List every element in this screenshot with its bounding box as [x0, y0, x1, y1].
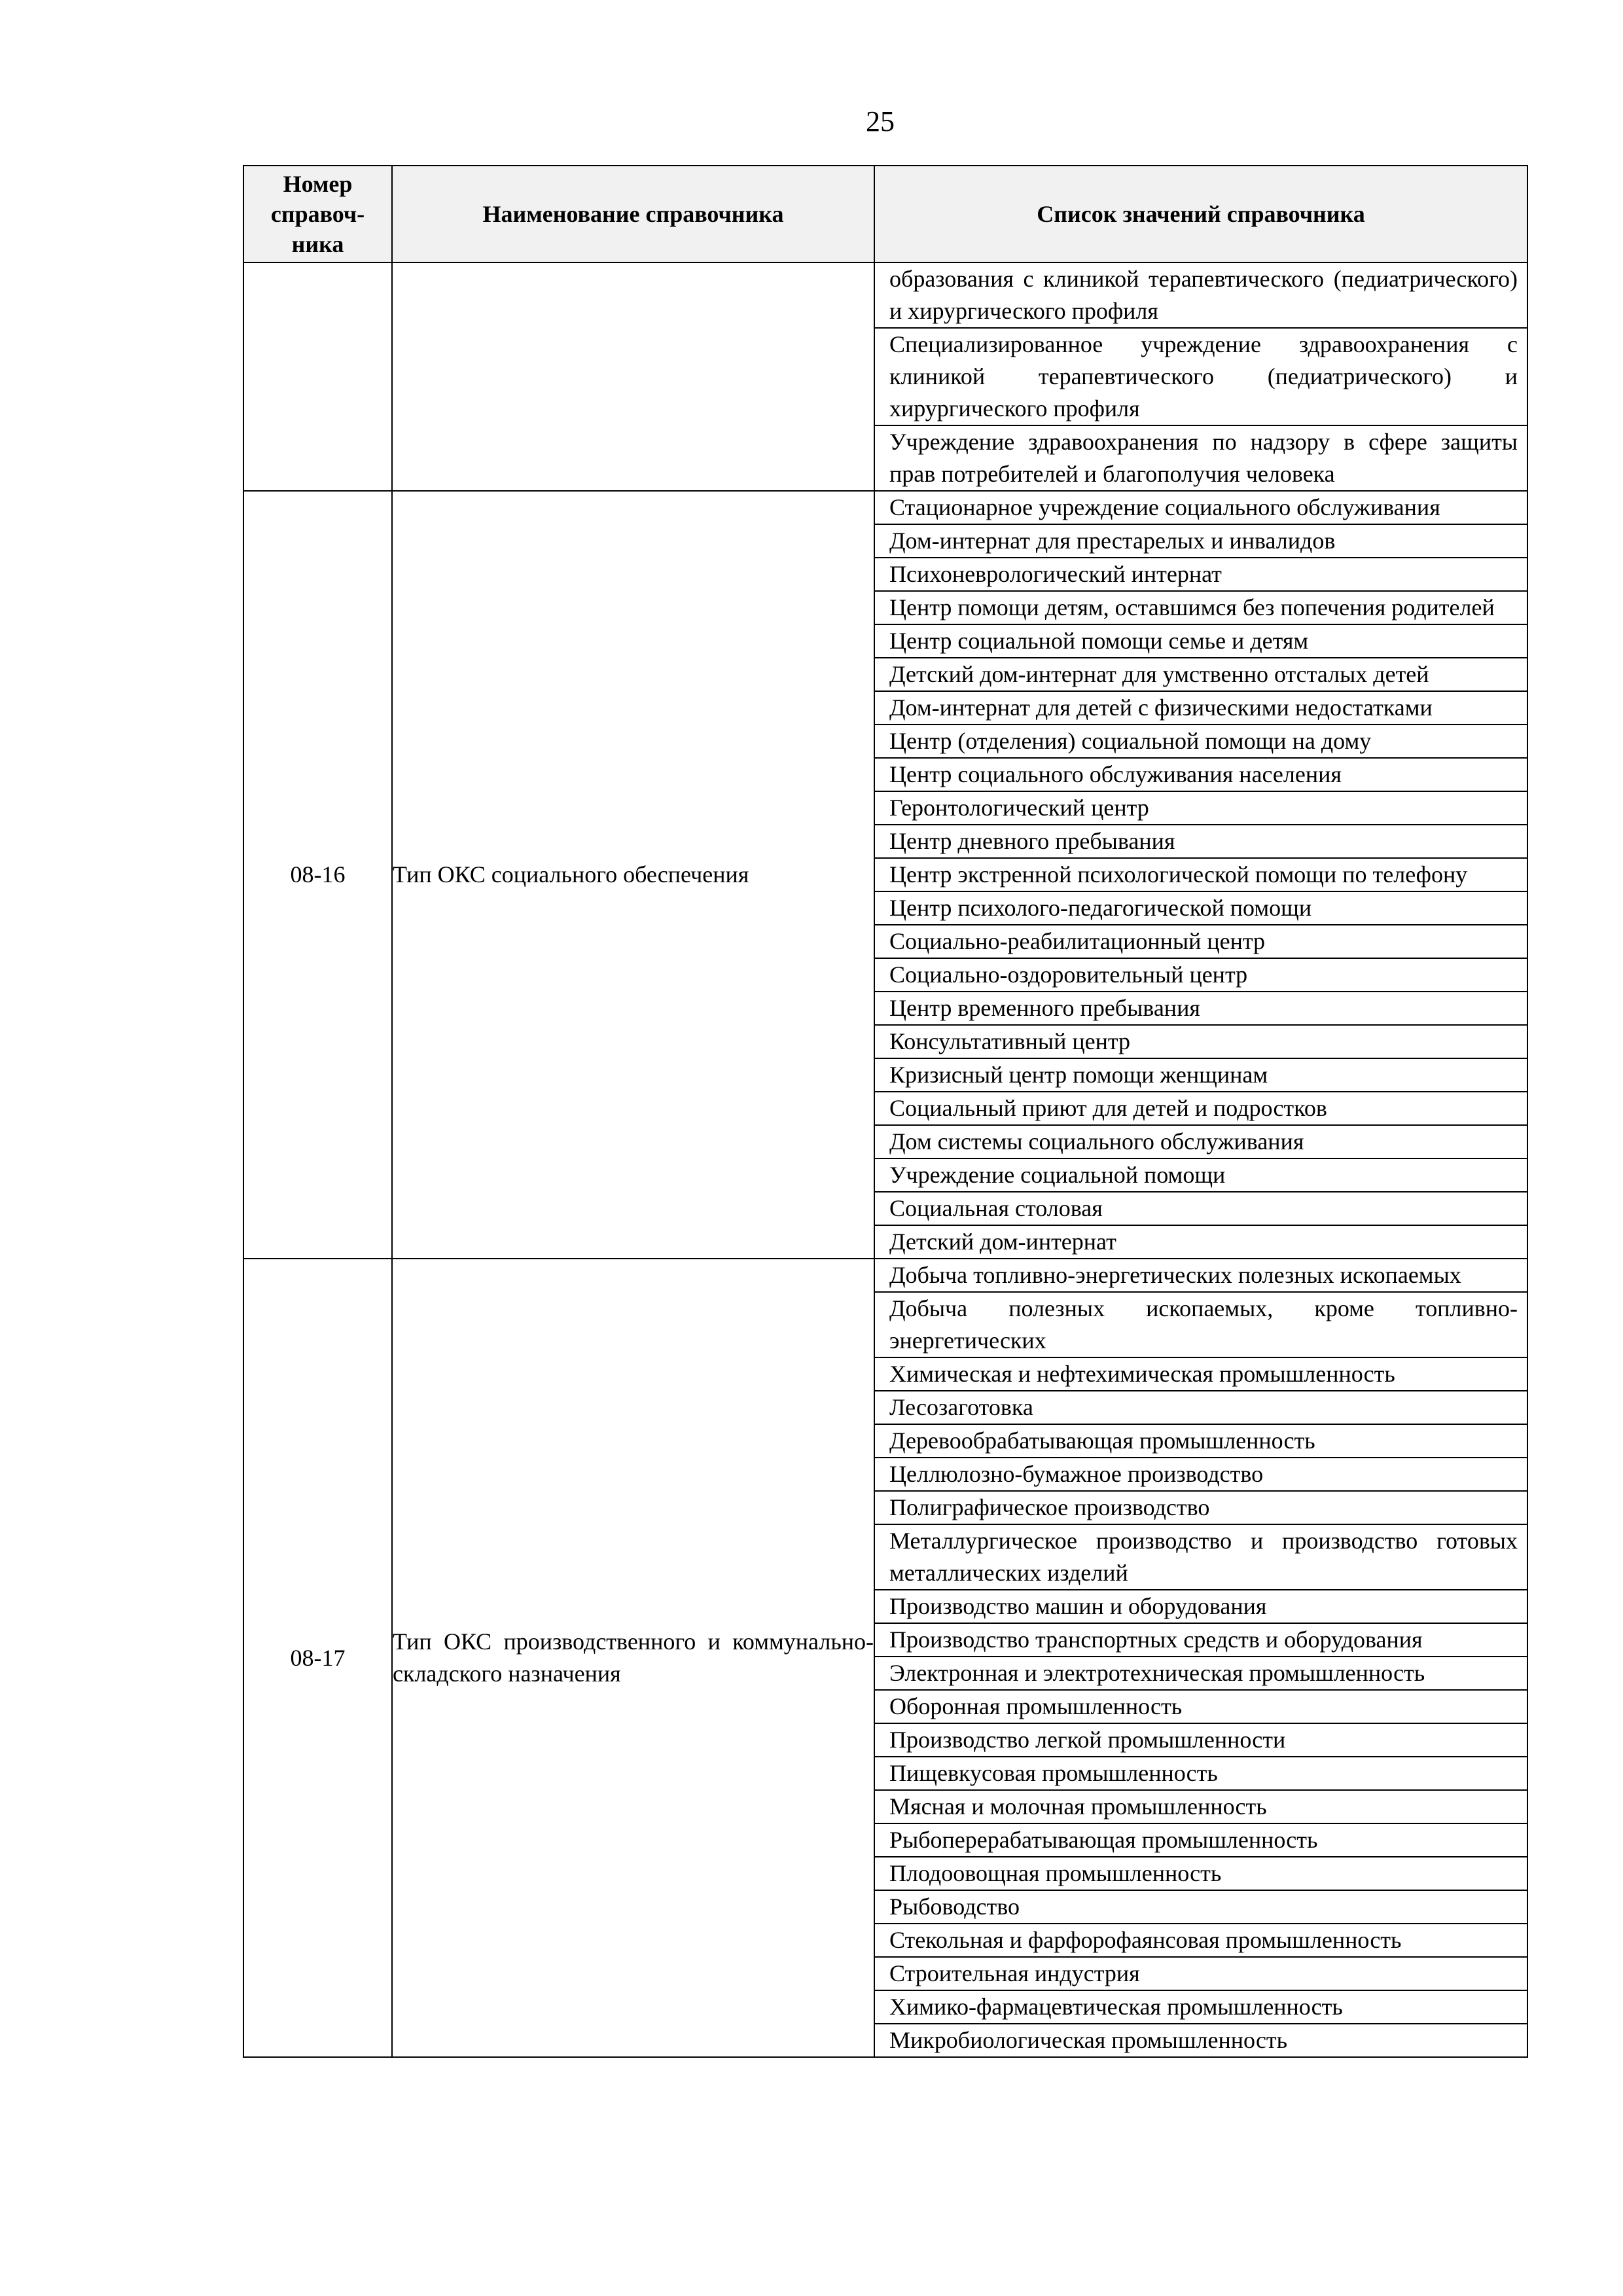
list-item: Детский дом-интернат: [889, 1229, 1116, 1255]
list-item: Психоневрологический интернат: [875, 558, 1527, 592]
header-code: Номер справоч- ника: [243, 166, 392, 262]
list-item: Центр помощи детям, оставшимся без попечения родителей: [875, 592, 1527, 625]
header-row: [243, 166, 1527, 262]
reference-values: [874, 1259, 1527, 2057]
list-item: образования с клиникой терапевтического (педиатрического) и хирургического профиля: [875, 263, 1527, 329]
list-item: Мясная и молочная промышленность: [875, 1791, 1527, 1824]
list-item: Центр экстренной психологической помощи по телефону: [875, 859, 1527, 892]
list-item: Геронтологический центр: [875, 792, 1527, 825]
table-row: [243, 1259, 1527, 2057]
list-item: Центр социальной помощи семье и детям: [875, 625, 1527, 658]
header-values: Список значений справочника: [874, 166, 1527, 262]
list-item: Целлюлозно-бумажное производство: [875, 1458, 1527, 1492]
list-item: Дом-интернат для детей с физическими недостатками: [875, 692, 1527, 725]
list-item: Кризисный центр помощи женщинам: [875, 1059, 1527, 1092]
list-item: Оборонная промышленность: [875, 1691, 1527, 1724]
list-item: Специализированное учреждение здравоохранения с клиникой терапевтического (педиатрического) и хирургического профиля: [875, 329, 1527, 426]
list-item: Детский дом-интернат для умственно отсталых детей: [875, 658, 1527, 692]
list-item: Микробиологическая промышленность: [889, 2027, 1288, 2053]
reference-table: [243, 165, 1528, 2058]
table-body: [243, 262, 1527, 2057]
list-item: Дом системы социального обслуживания: [875, 1126, 1527, 1159]
list-item: Деревообрабатывающая промышленность: [875, 1425, 1527, 1458]
reference-name: Тип ОКС производственного и коммунально-складского назначения: [392, 1259, 874, 2057]
table-row: [243, 262, 1527, 491]
list-item: Добыча топливно-энергетических полезных ископаемых: [875, 1259, 1527, 1293]
list-item: Лесозаготовка: [875, 1391, 1527, 1425]
list-item: Полиграфическое производство: [875, 1492, 1527, 1525]
list-item: Электронная и электротехническая промышленность: [875, 1657, 1527, 1691]
list-item: Социально-оздоровительный центр: [875, 959, 1527, 992]
list-item: Стационарное учреждение социального обслуживания: [875, 492, 1527, 525]
list-item: Производство легкой промышленности: [875, 1724, 1527, 1757]
reference-code: 08-17: [243, 1259, 392, 2057]
list-item: Химическая и нефтехимическая промышленность: [875, 1358, 1527, 1391]
reference-name: [392, 262, 874, 491]
list-item: Социальная столовая: [875, 1193, 1527, 1226]
list-item: Стекольная и фарфорофаянсовая промышленность: [875, 1924, 1527, 1958]
reference-values: [874, 262, 1527, 491]
list-item: Учреждение социальной помощи: [875, 1159, 1527, 1193]
reference-name: Тип ОКС социального обеспечения: [392, 491, 874, 1259]
list-item: Социальный приют для детей и подростков: [875, 1092, 1527, 1126]
list-item: Металлургическое производство и производство готовых металлических изделий: [875, 1525, 1527, 1590]
header-name: Наименование справочника: [392, 166, 874, 262]
list-item: Добыча полезных ископаемых, кроме топливно-энергетических: [875, 1293, 1527, 1358]
table-row: [243, 491, 1527, 1259]
list-item: Рыбоводство: [875, 1891, 1527, 1924]
list-item: Центр психолого-педагогической помощи: [875, 892, 1527, 925]
reference-values: [874, 491, 1527, 1259]
list-item: Дом-интернат для престарелых и инвалидов: [875, 525, 1527, 558]
list-item: Центр временного пребывания: [875, 992, 1527, 1026]
list-item: Плодоовощная промышленность: [875, 1857, 1527, 1891]
list-item: Центр дневного пребывания: [875, 825, 1527, 859]
list-item: Химико-фармацевтическая промышленность: [875, 1991, 1527, 2024]
reference-code: [243, 262, 392, 491]
list-item: Центр социального обслуживания населения: [875, 759, 1527, 792]
list-item: Рыбоперерабатывающая промышленность: [875, 1824, 1527, 1857]
list-item: Центр (отделения) социальной помощи на дому: [875, 725, 1527, 759]
list-item: Социально-реабилитационный центр: [875, 925, 1527, 959]
list-item: Консультативный центр: [875, 1026, 1527, 1059]
list-item: Производство машин и оборудования: [875, 1590, 1527, 1624]
list-item: Строительная индустрия: [875, 1958, 1527, 1991]
page-number: 25: [866, 105, 895, 137]
reference-code: 08-16: [243, 491, 392, 1259]
list-item: Учреждение здравоохранения по надзору в сфере защиты прав потребителей и благополучия человека: [889, 429, 1518, 487]
list-item: Производство транспортных средств и оборудования: [875, 1624, 1527, 1657]
list-item: Пищевкусовая промышленность: [875, 1757, 1527, 1791]
